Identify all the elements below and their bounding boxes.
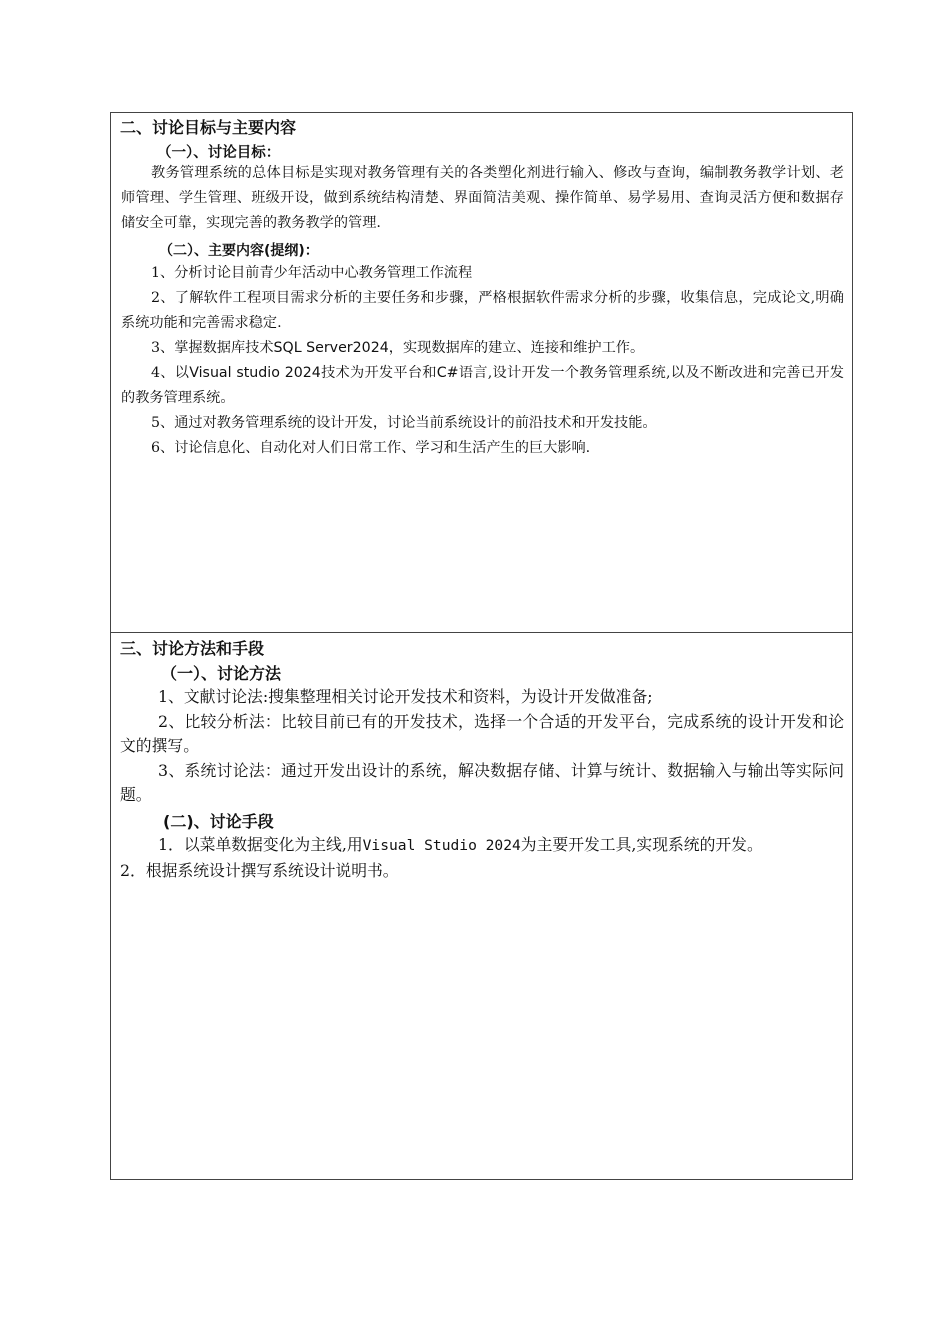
methods-subtitle: （一）、讨论方法	[161, 664, 282, 683]
item-4-text-e: 语言,设计开发一个教务管理系统,以及不断改进和完善已开发的教务管理系统。	[121, 365, 844, 406]
method-2: 2、比较分析法：比较目前已有的开发技术，选择一个合适的开发平台，完成系统的设计开发和论文的撰写。	[120, 711, 844, 755]
item-4-csharp: C#	[436, 365, 459, 381]
content-item-1: 1、分析讨论目前青少年活动中心教务管理工作流程	[151, 265, 473, 281]
item-4-text-c: 技术为开发平台和	[320, 365, 437, 381]
method-3: 3、系统讨论法：通过开发出设计的系统，解决数据存储、计算与统计、数据输入与输出等实际问题。	[120, 760, 844, 804]
method-1: 1、文献讨论法:搜集整理相关讨论开发技术和资料，为设计开发做准备;	[158, 687, 653, 706]
means-1-text-a: 1．以菜单数据变化为主线,用	[158, 835, 363, 854]
goal-paragraph: 教务管理系统的总体目标是实现对教务管理有关的各类塑化剂进行输入、修改与查询，编制教务教学计划、老师管理、学生管理、班级开设，做到系统结构清楚、界面简洁美观、操作简单、易学易用、查询灵活方便和数据存储安全可靠，实现完善的教务教学的管理.	[121, 165, 844, 231]
means-2: 2．根据系统设计撰写系统设计说明书。	[120, 860, 399, 880]
section-goals-title: 二、讨论目标与主要内容	[120, 118, 297, 137]
means-1-text-c: 为主要开发工具,实现系统的开发。	[520, 835, 763, 854]
goals-subtitle: （一）、讨论目标：	[157, 145, 281, 161]
content-item-5: 5、通过对教务管理系统的设计开发，讨论当前系统设计的前沿技术和开发技能。	[151, 415, 657, 431]
content-subtitle: （二）、主要内容(提纲)：	[159, 243, 319, 259]
item-3-sql-server: SQL Server2024	[273, 340, 389, 356]
content-item-6: 6、讨论信息化、自动化对人们日常工作、学习和生活产生的巨大影响.	[151, 440, 591, 456]
content-item-4	[121, 361, 844, 411]
item-4-visual-studio: Visual studio 2024	[189, 365, 321, 381]
section-methods-frame	[110, 632, 853, 1180]
content-item-3	[121, 336, 844, 361]
means-1	[120, 833, 844, 859]
means-subtitle: (二)、讨论手段	[163, 812, 274, 831]
section-methods-title: 三、讨论方法和手段	[120, 639, 265, 658]
means-1-visual-studio: Visual Studio 2024	[362, 837, 521, 854]
content-item-2: 2、了解软件工程项目需求分析的主要任务和步骤，严格根据软件需求分析的步骤，收集信息，完成论文,明确系统功能和完善需求稳定.	[121, 290, 844, 331]
item-3-text-a: 3、掌握数据库技术	[151, 340, 274, 356]
item-3-text-c: ，实现数据库的建立、连接和维护工作。	[388, 340, 645, 356]
item-4-text-a: 4、以	[151, 365, 190, 381]
section-goals-frame	[110, 112, 853, 633]
